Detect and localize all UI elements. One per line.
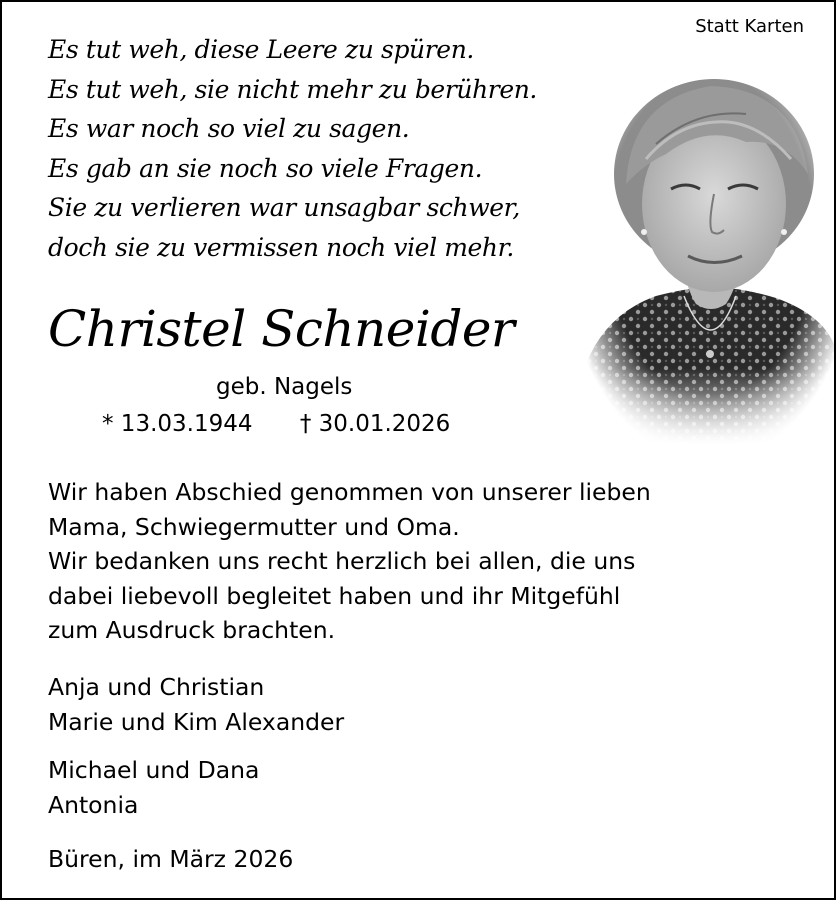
birth-date: * 13.03.1944 (102, 411, 253, 437)
deceased-name: Christel Schneider (48, 300, 515, 358)
farewell-message (48, 475, 651, 648)
family-group-2 (48, 753, 259, 822)
life-dates (102, 411, 450, 437)
family-member: Marie und Kim Alexander (48, 707, 345, 736)
place-and-date: Büren, im März 2026 (48, 845, 294, 873)
family-member: Antonia (48, 790, 139, 819)
message-line: Mama, Schwiegermutter und Oma. (48, 512, 460, 541)
poem-line: doch sie zu vermissen noch viel mehr. (48, 232, 514, 262)
death-date: † 30.01.2026 (299, 411, 451, 437)
message-line: Wir bedanken uns recht herzlich bei allen, die uns (48, 547, 636, 575)
maiden-name: geb. Nagels (216, 374, 353, 400)
message-line: Wir haben Abschied genommen von unserer lieben (48, 478, 651, 506)
poem (48, 30, 537, 267)
family-group-1 (48, 670, 344, 739)
poem-line: Es tut weh, sie nicht mehr zu berühren. (48, 74, 537, 104)
message-line: zum Ausdruck brachten. (48, 616, 336, 644)
poem-line: Es war noch so viel zu sagen. (48, 114, 410, 143)
family-member: Michael und Dana (48, 756, 260, 784)
poem-line: Es gab an sie noch so viele Fragen. (48, 153, 483, 183)
header-note: Statt Karten (695, 16, 804, 37)
message-line: dabei liebevoll begleitet haben und ihr Mitgefühl (48, 581, 621, 610)
portrait-photo (586, 64, 834, 444)
family-member: Anja und Christian (48, 673, 265, 701)
poem-line: Sie zu verlieren war unsagbar schwer, (48, 193, 520, 222)
poem-line: Es tut weh, diese Leere zu spüren. (48, 35, 474, 64)
